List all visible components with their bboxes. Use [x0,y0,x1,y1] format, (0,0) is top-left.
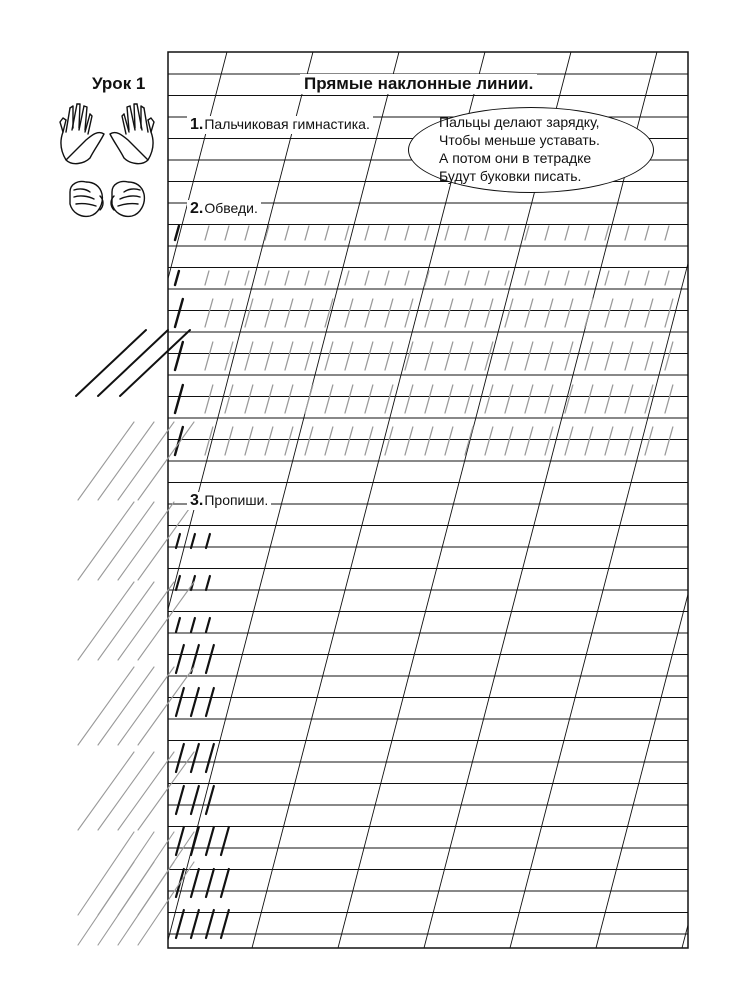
trace-stroke [585,299,593,327]
task-2-number: 2. [190,200,204,217]
trace-stroke [365,271,369,285]
trace-stroke [565,342,573,370]
trace-stroke [565,427,573,455]
trace-stroke [445,271,449,285]
trace-stroke [625,271,629,285]
trace-stroke [305,427,313,455]
task-2 [187,200,261,218]
trace-stroke [345,342,353,370]
trace-stroke [625,342,633,370]
trace-stroke [225,226,229,240]
trace-stroke [405,299,413,327]
trace-stroke [245,299,253,327]
task-1-text: Пальчиковая гимнастика. [204,116,370,132]
trace-stroke [265,271,269,285]
sample-stroke [176,534,180,548]
sample-stroke [176,786,184,814]
sample-stroke [175,299,183,327]
trace-stroke [485,226,489,240]
trace-stroke [645,226,649,240]
trace-stroke [405,385,413,413]
trace-stroke [245,385,253,413]
trace-stroke [505,427,513,455]
trace-stroke [405,427,413,455]
trace-stroke [545,385,553,413]
slant-guide-line [596,52,741,948]
trace-stroke [505,226,509,240]
trace-stroke [505,271,509,285]
sample-stroke [221,827,229,855]
trace-stroke [545,299,553,327]
trace-stroke [645,427,653,455]
trace-stroke [485,271,489,285]
trace-stroke [625,299,633,327]
sample-stroke [191,534,195,548]
slant-guides [0,52,741,948]
trace-stroke [645,271,649,285]
trace-stroke [665,385,673,413]
trace-stroke [545,427,553,455]
trace-stroke [485,385,493,413]
sample-stroke [191,869,199,897]
trace-stroke [325,427,333,455]
trace-stroke [565,226,569,240]
trace-stroke [585,427,593,455]
trace-stroke [325,385,333,413]
trace-stroke [345,385,353,413]
trace-stroke [585,385,593,413]
trace-stroke [405,226,409,240]
margin-sample-stroke [120,330,190,396]
trace-stroke [225,427,233,455]
trace-stroke [405,271,409,285]
sample-stroke [191,827,199,855]
trace-stroke [345,299,353,327]
trace-stroke [325,226,329,240]
trace-stroke [425,271,429,285]
task-1 [187,116,373,134]
trace-stroke [625,385,633,413]
sample-stroke [176,688,184,716]
trace-stroke [445,385,453,413]
trace-stroke [425,427,433,455]
margin-sample-stroke [98,330,168,396]
trace-stroke [385,271,389,285]
sample-stroke [206,688,214,716]
sample-stroke [175,427,183,455]
sample-stroke [206,827,214,855]
sample-stroke [206,576,210,590]
sample-stroke [206,534,210,548]
trace-stroke [245,271,249,285]
trace-stroke [465,226,469,240]
trace-stroke [465,385,473,413]
sample-stroke [175,385,183,413]
sample-stroke [175,271,179,285]
lesson-label: Урок 1 [92,74,146,93]
task-3 [187,492,271,510]
poem-line-2: Чтобы меньше уставать. [439,132,600,148]
trace-stroke [545,342,553,370]
trace-stroke [565,299,573,327]
trace-stroke [445,299,453,327]
trace-stroke [645,299,653,327]
trace-stroke [285,299,293,327]
trace-stroke [205,271,209,285]
sample-stroke [206,869,214,897]
poem-line-4: Будут буковки писать. [439,168,582,184]
trace-stroke [445,427,453,455]
trace-stroke [545,271,549,285]
trace-stroke [345,271,349,285]
sample-stroke [176,645,184,673]
trace-stroke [285,226,289,240]
slant-guide-line [682,52,741,948]
sample-stroke [176,618,180,632]
poem-line-3: А потом они в тетрадке [439,150,592,166]
trace-stroke [485,427,493,455]
task-3-text: Пропиши. [204,492,269,508]
slant-guide-line [0,52,141,948]
trace-stroke [305,226,309,240]
page-title: Прямые наклонные линии. [300,74,537,94]
trace-stroke [305,271,309,285]
trace-stroke [325,271,329,285]
trace-stroke [605,299,613,327]
sample-stroke [175,342,183,370]
trace-stroke [265,299,273,327]
trace-stroke [385,342,393,370]
trace-stroke [665,271,669,285]
trace-stroke [465,299,473,327]
trace-stroke [425,342,433,370]
trace-stroke [625,427,633,455]
trace-stroke [465,427,473,455]
trace-stroke [205,299,213,327]
trace-stroke [605,342,613,370]
trace-stroke [585,271,589,285]
trace-stroke [525,342,533,370]
trace-stroke [505,385,513,413]
trace-stroke [585,342,593,370]
trace-stroke [485,299,493,327]
margin-sample-stroke [76,330,146,396]
task-3-number: 3. [190,492,204,509]
trace-stroke [645,342,653,370]
trace-stroke [625,226,629,240]
trace-stroke [425,299,433,327]
trace-stroke [265,427,273,455]
trace-stroke [525,385,533,413]
trace-stroke [365,226,369,240]
slant-guide-line [252,52,485,948]
trace-stroke [665,299,673,327]
trace-stroke [345,427,353,455]
trace-stroke [285,342,293,370]
trace-stroke [265,385,273,413]
sample-stroke [206,618,210,632]
trace-stroke [365,342,373,370]
task-1-number: 1. [190,116,204,133]
poem-line-1: Пальцы делают зарядку, [439,114,600,130]
trace-stroke [245,342,253,370]
trace-stroke [245,427,253,455]
sample-stroke [191,618,195,632]
trace-stroke [245,226,249,240]
sample-stroke [191,688,199,716]
trace-stroke [445,226,449,240]
trace-stroke [345,226,349,240]
trace-stroke [425,385,433,413]
trace-stroke [525,427,533,455]
trace-stroke [205,226,209,240]
trace-stroke [385,226,389,240]
trace-stroke [525,271,529,285]
trace-stroke [465,342,473,370]
trace-stroke [605,427,613,455]
trace-stroke [465,271,469,285]
sample-stroke [206,645,214,673]
trace-stroke [205,385,213,413]
trace-stroke [445,342,453,370]
trace-stroke [505,342,513,370]
trace-stroke [425,226,429,240]
trace-stroke [605,271,609,285]
trace-stroke [565,271,569,285]
trace-stroke [285,271,289,285]
trace-stroke [205,342,213,370]
poem-bubble [408,107,654,193]
trace-stroke [325,342,333,370]
trace-stroke [665,226,669,240]
trace-stroke [365,427,373,455]
trace-stroke [285,385,293,413]
sample-stroke [176,827,184,855]
trace-stroke [225,299,233,327]
trace-stroke [285,427,293,455]
trace-stroke [385,299,393,327]
sample-stroke [191,786,199,814]
trace-stroke [305,299,313,327]
trace-stroke [385,385,393,413]
trace-stroke [545,226,549,240]
trace-stroke [365,385,373,413]
trace-stroke [365,299,373,327]
trace-stroke [645,385,653,413]
trace-stroke [605,385,613,413]
trace-stroke [265,342,273,370]
trace-stroke [665,427,673,455]
sample-stroke [221,869,229,897]
trace-stroke [225,271,229,285]
sample-stroke [191,744,199,772]
trace-stroke [305,385,313,413]
trace-stroke [225,385,233,413]
trace-stroke [585,226,589,240]
trace-stroke [305,342,313,370]
trace-stroke [525,299,533,327]
task-2-text: Обведи. [204,200,258,216]
trace-stroke [505,299,513,327]
